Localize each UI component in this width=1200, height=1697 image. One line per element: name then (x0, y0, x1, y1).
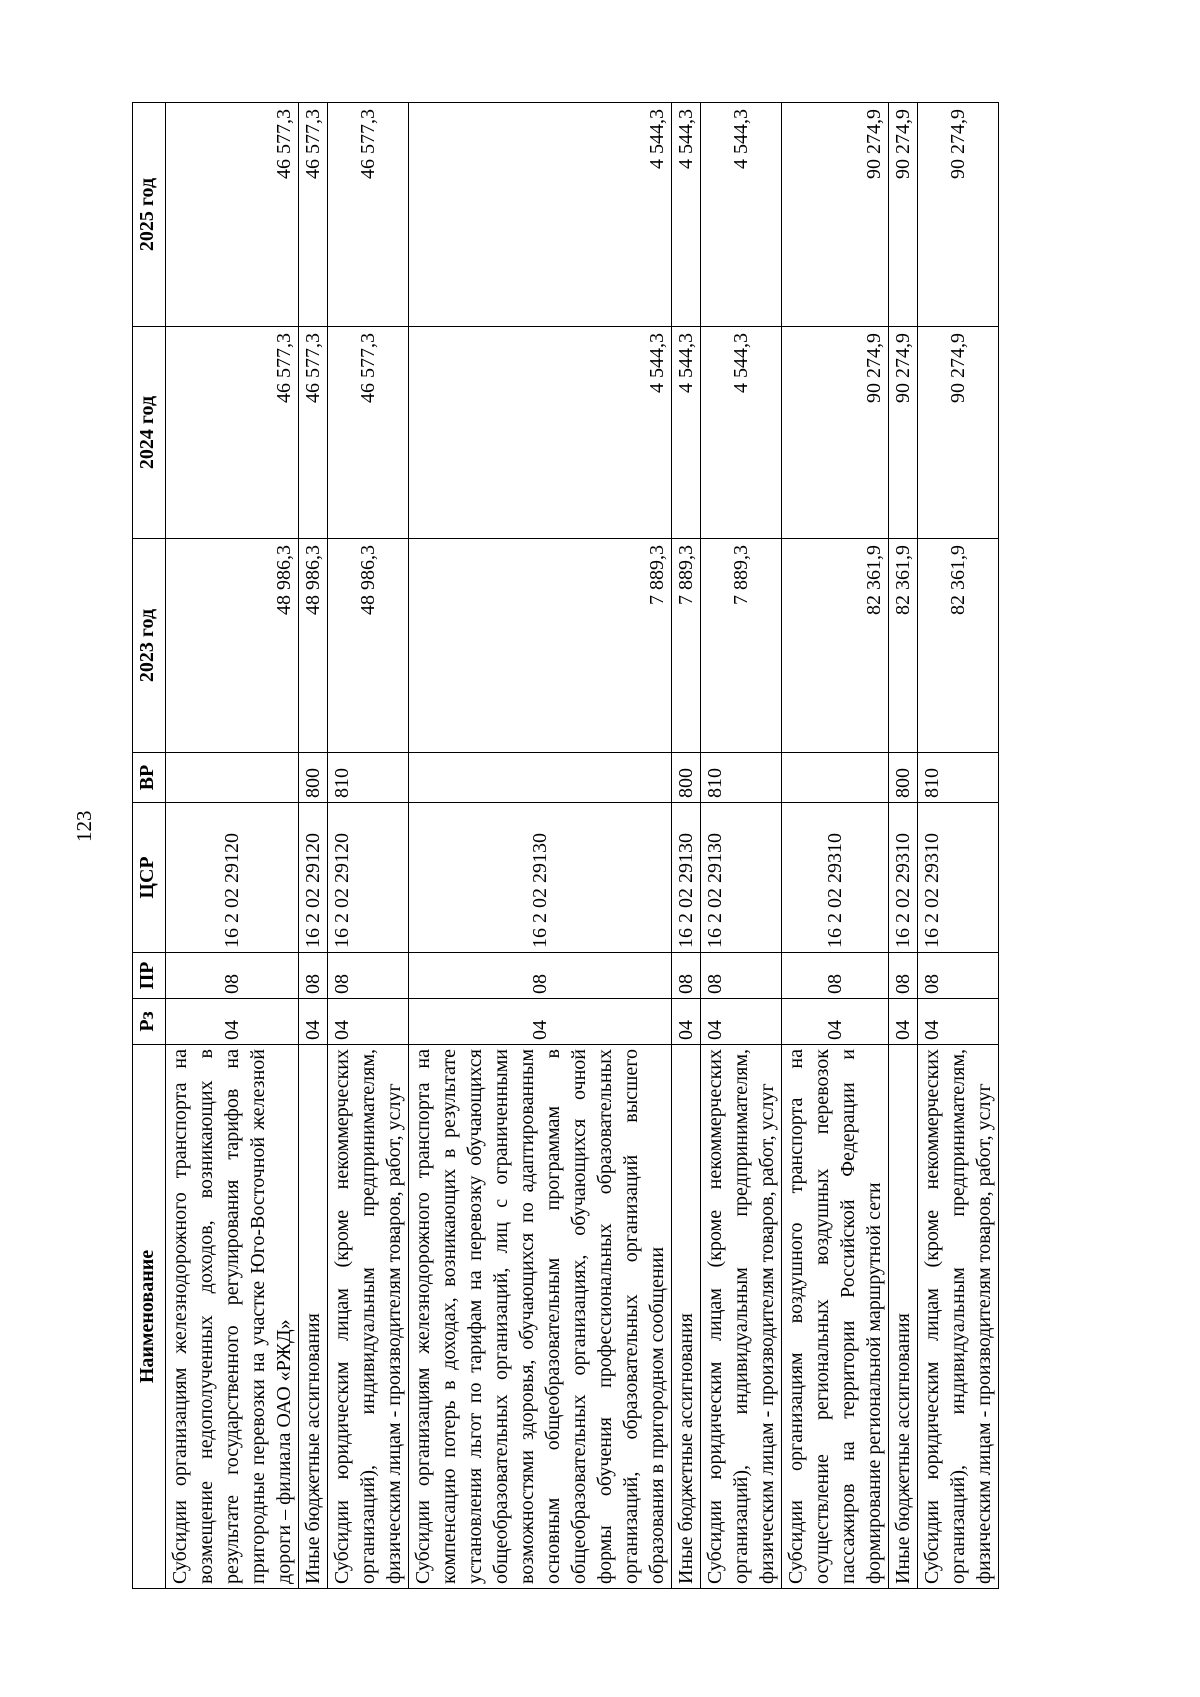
table-row (918, 103, 999, 1589)
row-rz: 04 (782, 999, 889, 1045)
row-name: Субсидии организациям железнодорожного транспорта на возмещение недополученных доходов, возникающих в результате государственного регулирования тарифов на пригородные перевозки на участке Юго-Восточной железной дороги – филиала ОАО «РЖД» (166, 1045, 299, 1589)
row-2025: 4 544,3 (672, 103, 701, 327)
row-2023: 82 361,9 (889, 539, 918, 753)
table-header-row (133, 103, 166, 1589)
row-rz: 04 (701, 999, 782, 1045)
row-2025: 90 274,9 (782, 103, 889, 327)
table-row (299, 103, 328, 1589)
page-number: 123 (72, 810, 96, 842)
row-vr (409, 753, 672, 803)
row-2023: 7 889,3 (701, 539, 782, 753)
row-csr: 16 2 02 29130 (701, 803, 782, 953)
row-vr: 800 (672, 753, 701, 803)
table-row (889, 103, 918, 1589)
table-row (328, 103, 409, 1589)
row-csr: 16 2 02 29120 (166, 803, 299, 953)
row-rz: 04 (672, 999, 701, 1045)
header-2024: 2024 год (133, 327, 166, 539)
row-2024: 4 544,3 (672, 327, 701, 539)
row-name: Иные бюджетные ассигнования (889, 1045, 918, 1589)
row-pr: 08 (782, 953, 889, 999)
row-vr: 810 (918, 753, 999, 803)
row-csr: 16 2 02 29130 (672, 803, 701, 953)
row-2025: 46 577,3 (299, 103, 328, 327)
row-2025: 4 544,3 (409, 103, 672, 327)
row-pr: 08 (328, 953, 409, 999)
row-2025: 4 544,3 (701, 103, 782, 327)
table-row (409, 103, 672, 1589)
row-csr: 16 2 02 29120 (299, 803, 328, 953)
row-2024: 90 274,9 (782, 327, 889, 539)
row-name: Иные бюджетные ассигнования (672, 1045, 701, 1589)
row-2024: 90 274,9 (889, 327, 918, 539)
row-rz: 04 (299, 999, 328, 1045)
row-2025: 46 577,3 (166, 103, 299, 327)
row-csr: 16 2 02 29130 (409, 803, 672, 953)
row-2023: 7 889,3 (409, 539, 672, 753)
row-pr: 08 (918, 953, 999, 999)
header-name: Наименование (133, 1045, 166, 1589)
row-2023: 7 889,3 (672, 539, 701, 753)
row-rz: 04 (328, 999, 409, 1045)
row-vr: 800 (299, 753, 328, 803)
row-2024: 46 577,3 (328, 327, 409, 539)
row-csr: 16 2 02 29310 (918, 803, 999, 953)
header-2023: 2023 год (133, 539, 166, 753)
row-vr (166, 753, 299, 803)
row-2023: 82 361,9 (782, 539, 889, 753)
row-2024: 4 544,3 (701, 327, 782, 539)
row-csr: 16 2 02 29310 (782, 803, 889, 953)
row-2023: 48 986,3 (166, 539, 299, 753)
budget-table (132, 102, 999, 1589)
row-rz: 04 (166, 999, 299, 1045)
row-pr: 08 (889, 953, 918, 999)
header-rz: Рз (133, 999, 166, 1045)
row-2024: 4 544,3 (409, 327, 672, 539)
header-vr: ВР (133, 753, 166, 803)
header-2025: 2025 год (133, 103, 166, 327)
row-pr: 08 (409, 953, 672, 999)
row-name: Субсидии юридическим лицам (кроме некоммерческих организаций), индивидуальным предпринимателям, физическим лицам - производителям товаров, работ, услуг (328, 1045, 409, 1589)
row-2024: 46 577,3 (166, 327, 299, 539)
row-rz: 04 (409, 999, 672, 1045)
row-csr: 16 2 02 29310 (889, 803, 918, 953)
row-2025: 90 274,9 (918, 103, 999, 327)
row-pr: 08 (166, 953, 299, 999)
row-name: Субсидии организациям воздушного транспорта на осуществление региональных воздушных перевозок пассажиров на территории Российской Федерации и формирование региональной маршрутной сети (782, 1045, 889, 1589)
table-row (166, 103, 299, 1589)
table-row (672, 103, 701, 1589)
row-2023: 48 986,3 (328, 539, 409, 753)
row-pr: 08 (701, 953, 782, 999)
header-pr: ПР (133, 953, 166, 999)
rotated-table-container (132, 103, 1046, 1589)
header-csr: ЦСР (133, 803, 166, 953)
table-row (782, 103, 889, 1589)
row-vr: 810 (701, 753, 782, 803)
row-2025: 90 274,9 (889, 103, 918, 327)
row-vr: 800 (889, 753, 918, 803)
row-name: Иные бюджетные ассигнования (299, 1045, 328, 1589)
row-2023: 48 986,3 (299, 539, 328, 753)
row-name: Субсидии юридическим лицам (кроме некоммерческих организаций), индивидуальным предпринимателям, физическим лицам - производителям товаров, работ, услуг (701, 1045, 782, 1589)
row-pr: 08 (672, 953, 701, 999)
row-name: Субсидии организациям железнодорожного транспорта на компенсацию потерь в доходах, возникающих в результате установления льгот по тарифам на перевозку обучающихся общеобразовательных организаций, лиц с ограниченными возможностями здоровья, обучающихся по адаптированным основным общеобразовательным программам в общеобразовательных организациях, обучающихся очной формы обучения профессиональных образовательных организаций, образовательных организаций высшего образования в пригородном сообщении (409, 1045, 672, 1589)
row-csr: 16 2 02 29120 (328, 803, 409, 953)
row-vr (782, 753, 889, 803)
row-name: Субсидии юридическим лицам (кроме некоммерческих организаций), индивидуальным предпринимателям, физическим лицам - производителям товаров, работ, услуг (918, 1045, 999, 1589)
row-2024: 90 274,9 (918, 327, 999, 539)
row-2023: 82 361,9 (918, 539, 999, 753)
row-vr: 810 (328, 753, 409, 803)
row-rz: 04 (889, 999, 918, 1045)
row-rz: 04 (918, 999, 999, 1045)
row-2024: 46 577,3 (299, 327, 328, 539)
table-row (701, 103, 782, 1589)
row-2025: 46 577,3 (328, 103, 409, 327)
row-pr: 08 (299, 953, 328, 999)
